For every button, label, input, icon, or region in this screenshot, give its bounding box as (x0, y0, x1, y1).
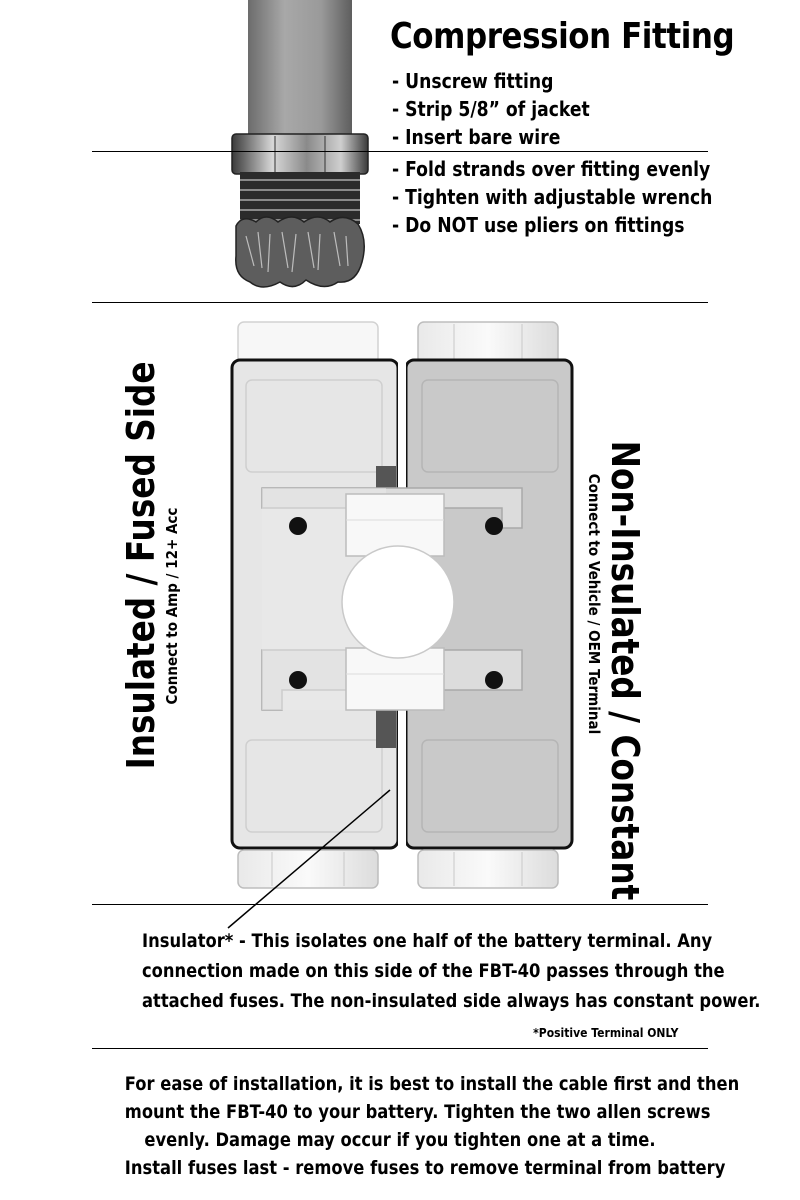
divider-upper (92, 302, 708, 303)
install-line: evenly. Damage may occur if you tighten one at a time. (144, 1129, 656, 1151)
divider-middle (92, 904, 708, 905)
step-item: - Tighten with adjustable wrench (392, 185, 713, 209)
step-item: - Do NOT use pliers on fittings (392, 213, 685, 237)
insulator-line: attached fuses. The non-insulated side always has constant power. (142, 990, 761, 1012)
step-item: - Unscrew fitting (392, 69, 554, 93)
step-item: - Insert bare wire (392, 125, 561, 149)
divider-lower (92, 1048, 708, 1049)
insulator-line: Insulator* - This isolates one half of the battery terminal. Any (142, 930, 713, 952)
non-insulated-side-label (585, 414, 647, 901)
non-insulated-side-title: Non-Insulated / Constant (603, 440, 647, 901)
step-item: - Fold strands over fitting evenly (392, 157, 711, 181)
insulated-side-subtitle: Connect to Amp / 12+ Acc (163, 507, 181, 705)
insulator-line: connection made on this side of the FBT-40 passes through the (142, 960, 725, 982)
compression-fitting-title: Compression Fitting (390, 16, 735, 57)
compression-steps-list (392, 70, 765, 242)
battery-terminal-illustration (232, 322, 572, 888)
positive-terminal-footnote: *Positive Terminal ONLY (532, 1026, 678, 1040)
install-line: Install fuses last - remove fuses to remove terminal from battery (124, 1157, 726, 1179)
installation-instructions (80, 1070, 740, 1182)
insulator-description (100, 926, 761, 1016)
compression-fitting-photo (232, 0, 368, 287)
install-line: mount the FBT-40 to your battery. Tighten the two allen screws (124, 1101, 711, 1123)
step-item: - Strip 5/8” of jacket (392, 97, 590, 121)
insulated-side-title: Insulated / Fused Side (119, 361, 163, 770)
install-line: For ease of installation, it is best to install the cable first and then (124, 1073, 740, 1095)
insulated-side-label (119, 361, 181, 796)
non-insulated-side-subtitle: Connect to Vehicle / OEM Terminal (585, 473, 603, 735)
